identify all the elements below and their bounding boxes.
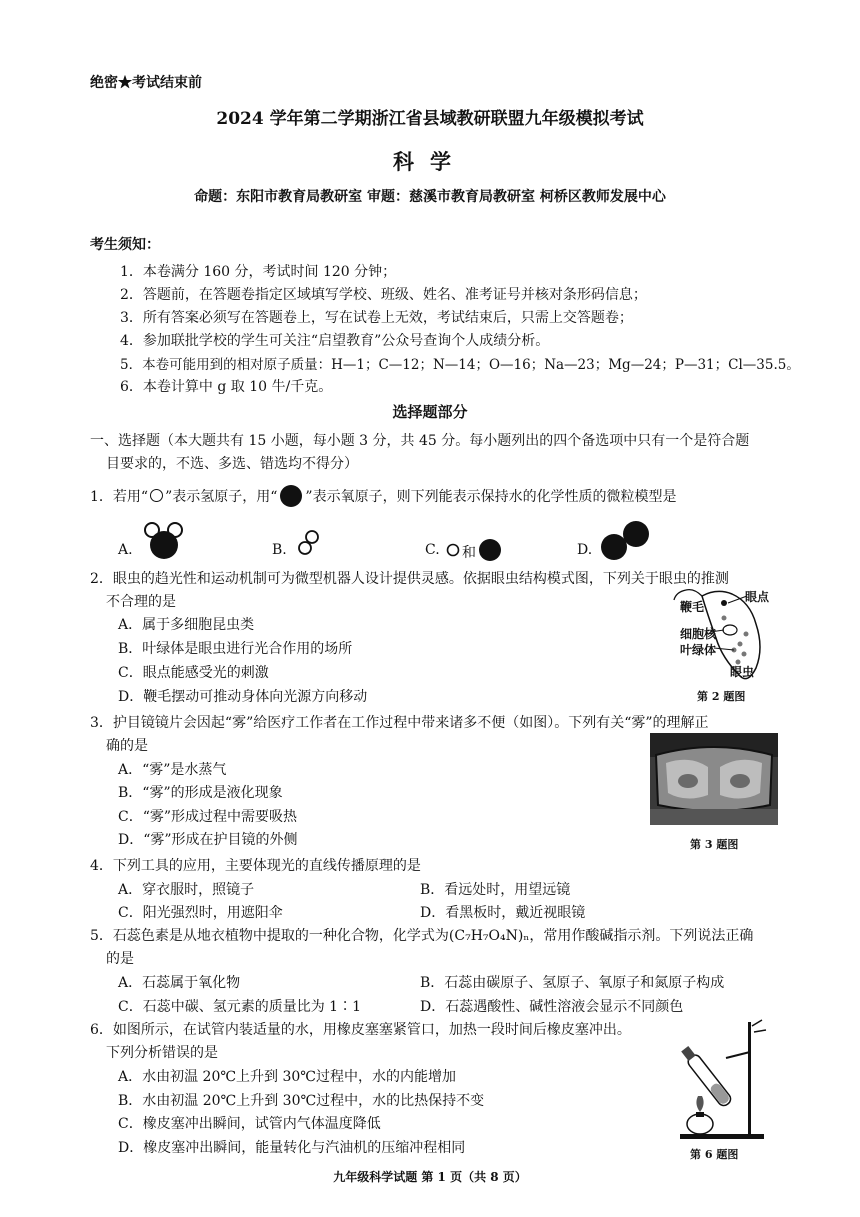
q3-stem: 3．护目镜镜片会因起“雾”给医疗工作者在工作过程中带来诸多不便（如图）。下列有关“雾”的理解正 <box>90 715 709 731</box>
q6-option-c: C．橡皮塞冲出瞬间，试管内气体温度降低 <box>118 1116 381 1132</box>
q5-option-d: D．石蕊遇酸性、碱性溶液会显示不同颜色 <box>420 999 684 1015</box>
oxygen-atom-icon <box>478 538 504 564</box>
hydrogen-molecule-icon <box>296 530 326 560</box>
oxygen-atom-icon <box>280 485 302 507</box>
q1-stem-part: ”表示氧原子，则下列能表示保持水的化学性质的微粒模型是 <box>305 489 677 505</box>
q5-option-c: C．石蕊中碳、氢元素的质量比为 1∶1 <box>118 999 361 1015</box>
q2-stem-cont: 不合理的是 <box>106 594 176 610</box>
q6-option-d: D．橡皮塞冲出瞬间，能量转化与汽油机的压缩冲程相同 <box>118 1140 466 1156</box>
q3-figure-caption: 第 3 题图 <box>690 838 739 851</box>
q4-option-a: A．穿衣服时，照镜子 <box>118 882 255 898</box>
q4-option-b: B．看远处时，用望远镜 <box>420 882 571 898</box>
q4-option-c: C．阳光强烈时，用遮阳伞 <box>118 905 283 921</box>
oxygen-molecule-icon <box>600 517 656 563</box>
q4-stem: 4．下列工具的应用，主要体现光的直线传播原理的是 <box>90 858 421 874</box>
euglena-label-eyespot: 眼点 <box>745 590 770 604</box>
notice-item: 6．本卷计算中 g 取 10 牛/千克。 <box>120 379 333 395</box>
notice-item: 5．本卷可能用到的相对原子质量：H—1；C—12；N—14；O—16；Na—23；Mg—24；P—31；Cl—35.5。 <box>120 357 800 373</box>
exam-credits: 命题：东阳市教育局教研室 审题：慈溪市教育局教研室 柯桥区教师发展中心 <box>194 189 666 205</box>
euglena-label-chloroplast: 叶绿体 <box>680 643 717 657</box>
water-molecule-icon <box>140 520 190 560</box>
euglena-label-name: 眼虫 <box>730 665 755 679</box>
q1-option-c-label: C. <box>425 542 440 558</box>
q6-figure-caption: 第 6 题图 <box>690 1148 739 1161</box>
q5-option-b: B．石蕊由碳原子、氢原子、氧原子和氮原子构成 <box>420 975 725 991</box>
notice-item: 4．参加联批学校的学生可关注“启望教育”公众号查询个人成绩分析。 <box>120 333 550 349</box>
page-footer: 九年级科学试题 第 1 页（共 8 页） <box>333 1170 527 1184</box>
q3-option-b: B．“雾”的形成是液化现象 <box>118 785 283 801</box>
q2-option-c: C．眼点能感受光的刺激 <box>118 665 269 681</box>
euglena-label-flagellum: 鞭毛 <box>680 600 705 614</box>
notice-item: 3．所有答案必须写在答题卷上，写在试卷上无效，考试结束后，只需上交答题卷； <box>120 310 633 326</box>
notice-item: 2．答题前，在答题卷指定区域填写学校、班级、姓名、准考证号并核对条形码信息； <box>120 287 647 303</box>
section-intro-cont: 目要求的，不选、多选、错选均不得分） <box>106 456 358 472</box>
q2-option-b: B．叶绿体是眼虫进行光合作用的场所 <box>118 641 353 657</box>
q3-option-c: C．“雾”形成过程中需要吸热 <box>118 809 298 825</box>
q1-option-b-label: B. <box>272 542 287 558</box>
notice-title: 考生须知： <box>90 237 160 253</box>
hydrogen-atom-icon <box>150 489 163 502</box>
q2-stem: 2．眼虫的趋光性和运动机制可为微型机器人设计提供灵感。依据眼虫结构模式图，下列关于眼虫的推测 <box>90 571 729 587</box>
q2-option-a: A．属于多细胞昆虫类 <box>118 617 255 633</box>
q1-option-a-label: A. <box>118 542 133 558</box>
q1-stem-part: ”表示氢原子，用“ <box>165 489 278 505</box>
exam-title: 2024 学年第二学期浙江省县域教研联盟九年级模拟考试 <box>216 109 644 129</box>
q1-stem <box>90 485 677 507</box>
q4-option-d: D．看黑板时，戴近视眼镜 <box>420 905 586 921</box>
q6-stem-cont: 下列分析错误的是 <box>106 1045 218 1061</box>
notice-item: 1．本卷满分 160 分，考试时间 120 分钟； <box>120 264 397 280</box>
q3-option-d: D．“雾”形成在护目镜的外侧 <box>118 832 298 848</box>
q1-option-d-label: D. <box>577 542 593 558</box>
section-intro: 一、选择题（本大题共有 15 小题，每小题 3 分，共 45 分。每小题列出的四个备选项中只有一个是符合题 <box>90 433 750 449</box>
confidential-mark: 绝密★考试结束前 <box>90 75 202 91</box>
q2-figure-caption: 第 2 题图 <box>697 690 746 703</box>
q5-option-a: A．石蕊属于氧化物 <box>118 975 241 991</box>
q2-option-d: D．鞭毛摆动可推动身体向光源方向移动 <box>118 689 368 705</box>
q1-stem-part: 1．若用“ <box>90 489 149 505</box>
q1-option-c-and: 和 <box>462 545 476 561</box>
q3-stem-cont: 确的是 <box>106 738 148 754</box>
q6-stem: 6．如图所示，在试管内装适量的水，用橡皮塞塞紧管口，加热一段时间后橡皮塞冲出。 <box>90 1022 631 1038</box>
section-title: 选择题部分 <box>392 403 468 421</box>
q5-stem: 5．石蕊色素是从地衣植物中提取的一种化合物，化学式为(C₇H₇O₄N)ₙ，常用作酸碱指示剂。下列说法正确 <box>90 928 754 944</box>
q6-option-a: A．水由初温 20℃上升到 30℃过程中，水的内能增加 <box>118 1069 456 1085</box>
q3-option-a: A．“雾”是水蒸气 <box>118 762 227 778</box>
subject-title: 科学 <box>393 149 467 174</box>
hydrogen-atom-icon <box>446 543 460 557</box>
fogged-goggles-photo <box>650 733 778 825</box>
q5-stem-cont: 的是 <box>106 951 134 967</box>
test-tube-heating-apparatus <box>670 1012 780 1142</box>
q6-option-b: B．水由初温 20℃上升到 30℃过程中，水的比热保持不变 <box>118 1093 485 1109</box>
euglena-label-nucleus: 细胞核 <box>680 627 717 641</box>
